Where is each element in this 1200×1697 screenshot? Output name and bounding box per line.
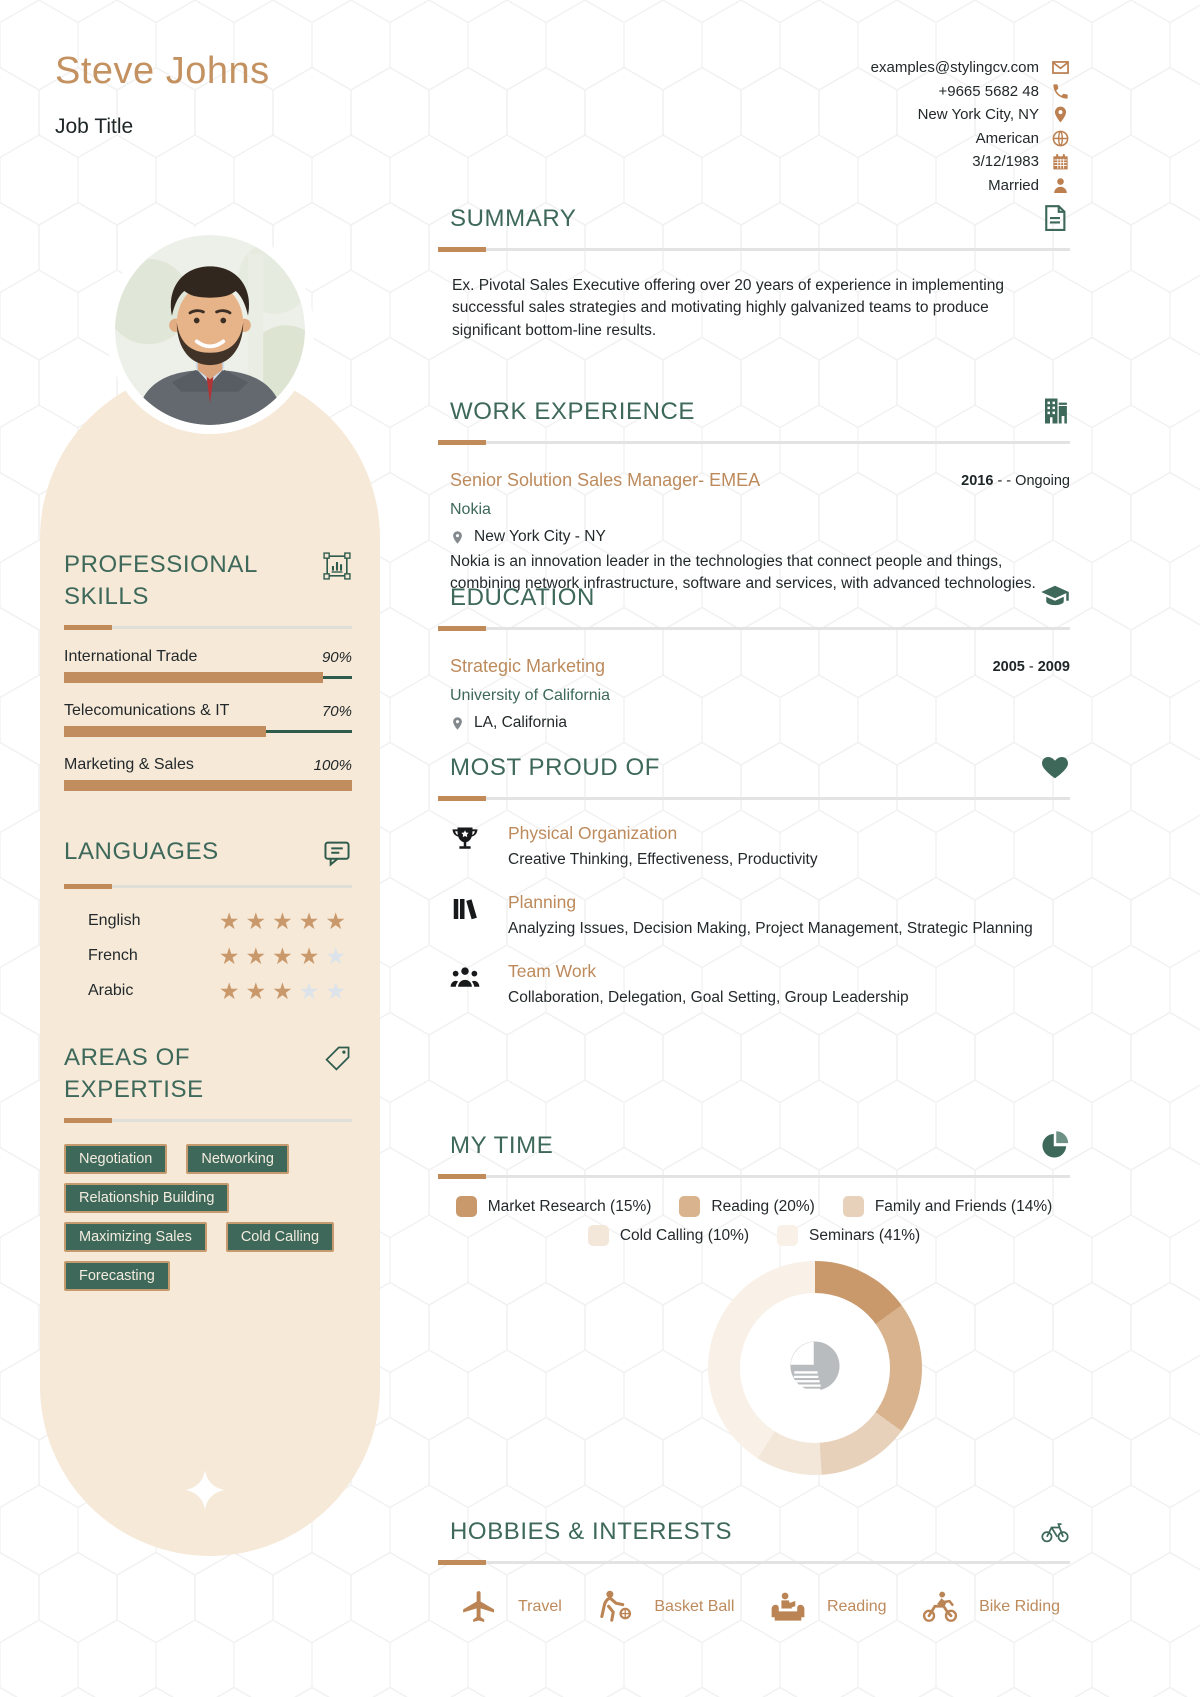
work-entry: [438, 470, 1070, 594]
work-date-start: 2016: [961, 472, 994, 489]
skills-block: [64, 549, 352, 791]
stars-filled: ★★★★★: [218, 907, 352, 934]
contact-block: [871, 56, 1070, 197]
location-pin-icon: [450, 530, 465, 545]
work-location: New York City - NY: [474, 528, 606, 545]
proud-item: [438, 892, 1070, 938]
contact-row-marital: [871, 174, 1070, 198]
legend-item: [843, 1196, 1052, 1217]
person-icon: [1051, 176, 1070, 195]
email-value: examples@stylingcv.com: [870, 59, 1039, 77]
section-divider: [438, 248, 1070, 251]
stars-filled: ★★★★: [218, 942, 326, 969]
skill-percent: 70%: [321, 702, 352, 720]
skill-row: [64, 756, 352, 791]
work-description: Nokia is an innovation leader in the technologies that connect people and things, combining network infrastructure, software and services, with advanced technologies.: [450, 553, 1036, 592]
legend-item: [679, 1196, 814, 1217]
legend-item: [588, 1225, 749, 1246]
location-value: New York City, NY: [917, 106, 1039, 124]
language-name: French: [88, 947, 138, 965]
chart-frame-icon: [322, 549, 352, 586]
proud-item: [438, 961, 1070, 1007]
job-title: Job Title: [55, 115, 134, 138]
education-date-separator: -: [1024, 658, 1038, 675]
language-rating: [219, 943, 352, 970]
nationality-value: American: [975, 129, 1039, 147]
language-name: English: [88, 912, 141, 930]
skill-bar: [64, 672, 352, 683]
marital-status-value: Married: [988, 176, 1039, 194]
skills-title: PROFESSIONAL SKILLS: [64, 551, 258, 611]
language-name: Arabic: [88, 982, 134, 1000]
skill-bar: [64, 780, 352, 791]
education-date-start: 2005: [992, 658, 1025, 675]
proud-item-title: Planning: [508, 892, 577, 912]
legend-label: Family and Friends (14%): [874, 1197, 1053, 1215]
proud-item-title: Physical Organization: [508, 823, 678, 843]
education-dates: [993, 659, 1070, 675]
phone-value: +9665 5682 48: [938, 82, 1039, 100]
work-dates: [961, 473, 1070, 489]
language-rating: [219, 908, 352, 935]
skill-name: Telecomunications & IT: [64, 701, 230, 719]
legend-label: Market Research (15%): [487, 1197, 652, 1215]
education-location: LA, California: [474, 714, 568, 731]
proud-title: MOST PROUD OF: [450, 754, 661, 781]
stars-empty: ★★: [298, 977, 352, 1004]
motorbike-icon: [921, 1588, 959, 1626]
work-title: WORK EXPERIENCE: [450, 398, 696, 425]
contact-row-birthdate: [871, 150, 1070, 174]
language-rating: [219, 978, 352, 1005]
legend-swatch: [679, 1196, 700, 1217]
skill-name: International Trade: [64, 647, 198, 665]
expertise-tag: Forecasting: [64, 1261, 170, 1291]
expertise-tag: Cold Calling: [226, 1222, 334, 1252]
hobby-label: Bike Riding: [979, 1598, 1060, 1615]
my-time-title: MY TIME: [450, 1132, 554, 1159]
skill-bar-fill: [64, 780, 352, 791]
section-divider: [438, 1175, 1070, 1178]
building-icon: [1040, 396, 1070, 431]
legend-swatch: [777, 1225, 798, 1246]
globe-icon: [1051, 129, 1070, 148]
skill-bar: [64, 726, 352, 737]
person-name: Steve Johns: [55, 50, 270, 92]
skill-row: [64, 702, 352, 737]
proud-item-description: Collaboration, Delegation, Goal Setting, Group Leadership: [508, 989, 909, 1006]
most-proud-of-section: [438, 752, 1070, 1007]
section-divider: [64, 1119, 352, 1122]
tag-icon: [322, 1042, 352, 1079]
location-pin-icon: [1051, 105, 1070, 124]
section-divider: [438, 441, 1070, 444]
stars-empty: ★: [325, 942, 352, 969]
education-school: University of California: [450, 687, 611, 704]
languages-title: LANGUAGES: [64, 837, 219, 865]
language-row: [64, 974, 352, 1009]
legend-item: [456, 1196, 652, 1217]
hobby-item: [460, 1588, 562, 1626]
basketball-icon: [596, 1588, 634, 1626]
reading-icon: [769, 1588, 807, 1626]
contact-row-location: [871, 103, 1070, 127]
work-position: Senior Solution Sales Manager- EMEA: [450, 470, 761, 490]
language-row: [64, 904, 352, 939]
stars-filled: ★★★: [218, 977, 299, 1004]
phone-icon: [1051, 82, 1070, 101]
location-pin-icon: [450, 716, 465, 731]
work-company: Nokia: [450, 501, 491, 518]
work-experience-section: [438, 396, 1070, 594]
birthdate-value: 3/12/1983: [972, 153, 1039, 171]
skill-row: [64, 648, 352, 683]
heart-icon: [1040, 752, 1070, 787]
legend-item: [777, 1225, 920, 1246]
hobby-label: Basket Ball: [654, 1598, 735, 1615]
profile-photo-illustration: [115, 235, 305, 425]
work-date-rest: - - Ongoing: [993, 472, 1070, 489]
contact-row-email: [871, 56, 1070, 80]
section-divider: [64, 626, 352, 629]
sparkle-star-icon: [185, 1470, 225, 1510]
expertise-tag: Relationship Building: [64, 1183, 229, 1213]
section-divider: [438, 797, 1070, 800]
education-title: EDUCATION: [450, 584, 595, 611]
expertise-tag: Networking: [186, 1144, 289, 1174]
legend-swatch: [588, 1225, 609, 1246]
legend-label: Cold Calling (10%): [619, 1226, 750, 1244]
contact-row-phone: [871, 80, 1070, 104]
sidebar-column: [64, 549, 352, 1291]
section-divider: [64, 885, 352, 888]
speech-bubble-icon: [322, 836, 352, 873]
skill-bar-fill: [64, 726, 266, 737]
expertise-tag: Negotiation: [64, 1144, 167, 1174]
books-icon: [450, 892, 484, 938]
my-time-section: [438, 1130, 1070, 1246]
work-location-row: [450, 528, 1070, 546]
chart-legend: [438, 1196, 1070, 1246]
proud-item: [438, 823, 1070, 869]
skill-percent: 90%: [321, 648, 352, 666]
education-entry: [438, 656, 1070, 732]
header: [55, 50, 270, 139]
pie-chart-icon: [1040, 1130, 1070, 1165]
proud-item-description: Analyzing Issues, Decision Making, Project Management, Strategic Planning: [508, 920, 1033, 937]
legend-swatch: [456, 1196, 477, 1217]
summary-section: [438, 203, 1070, 342]
proud-item-title: Team Work: [508, 961, 597, 981]
contact-row-nationality: [871, 127, 1070, 151]
proud-item-description: Creative Thinking, Effectiveness, Productivity: [508, 851, 818, 868]
team-icon: [450, 961, 484, 1007]
document-icon: [1040, 203, 1070, 238]
skill-name: Marketing & Sales: [64, 755, 194, 773]
graduation-cap-icon: [1040, 582, 1070, 617]
airplane-icon: [460, 1588, 498, 1626]
legend-label: Reading (20%): [711, 1197, 815, 1215]
email-icon: [1051, 58, 1070, 77]
donut-chart: [708, 1261, 922, 1475]
languages-block: [64, 836, 352, 1009]
summary-text: Ex. Pivotal Sales Executive offering over 20 years of experience in implementing successful sales strategies and motivating highly galvanized teams to produce significant bottom-line results.: [452, 277, 1004, 339]
expertise-title: AREAS OF EXPERTISE: [64, 1043, 204, 1104]
hobbies-list: [438, 1588, 1070, 1626]
calendar-icon: [1051, 152, 1070, 171]
summary-title: SUMMARY: [450, 205, 577, 232]
hobby-item: [769, 1588, 887, 1626]
expertise-tags: [64, 1144, 352, 1291]
pie-glyph-icon: [784, 1335, 846, 1397]
skill-bar-remainder: [323, 676, 352, 679]
bicycle-icon: [1040, 1516, 1070, 1551]
expertise-block: [64, 1042, 352, 1291]
hobby-item: [596, 1588, 734, 1626]
language-row: [64, 939, 352, 974]
hobby-label: Travel: [518, 1598, 562, 1615]
legend-swatch: [843, 1196, 864, 1217]
profile-photo: [106, 226, 314, 434]
skill-bar-fill: [64, 672, 323, 683]
section-divider: [438, 627, 1070, 630]
hobby-item: [921, 1588, 1060, 1626]
hobby-label: Reading: [826, 1598, 887, 1615]
legend-label: Seminars (41%): [809, 1226, 921, 1244]
education-location-row: [450, 714, 1070, 732]
skill-percent: 100%: [313, 756, 352, 774]
education-date-end: 2009: [1037, 658, 1070, 675]
education-section: [438, 582, 1070, 732]
hobbies-title: HOBBIES & INTERESTS: [450, 1518, 733, 1545]
education-degree: Strategic Marketing: [450, 656, 606, 676]
expertise-tag: Maximizing Sales: [64, 1222, 207, 1252]
hobbies-section: [438, 1516, 1070, 1626]
trophy-icon: [450, 823, 484, 869]
skill-bar-remainder: [266, 730, 352, 733]
section-divider: [438, 1561, 1070, 1564]
